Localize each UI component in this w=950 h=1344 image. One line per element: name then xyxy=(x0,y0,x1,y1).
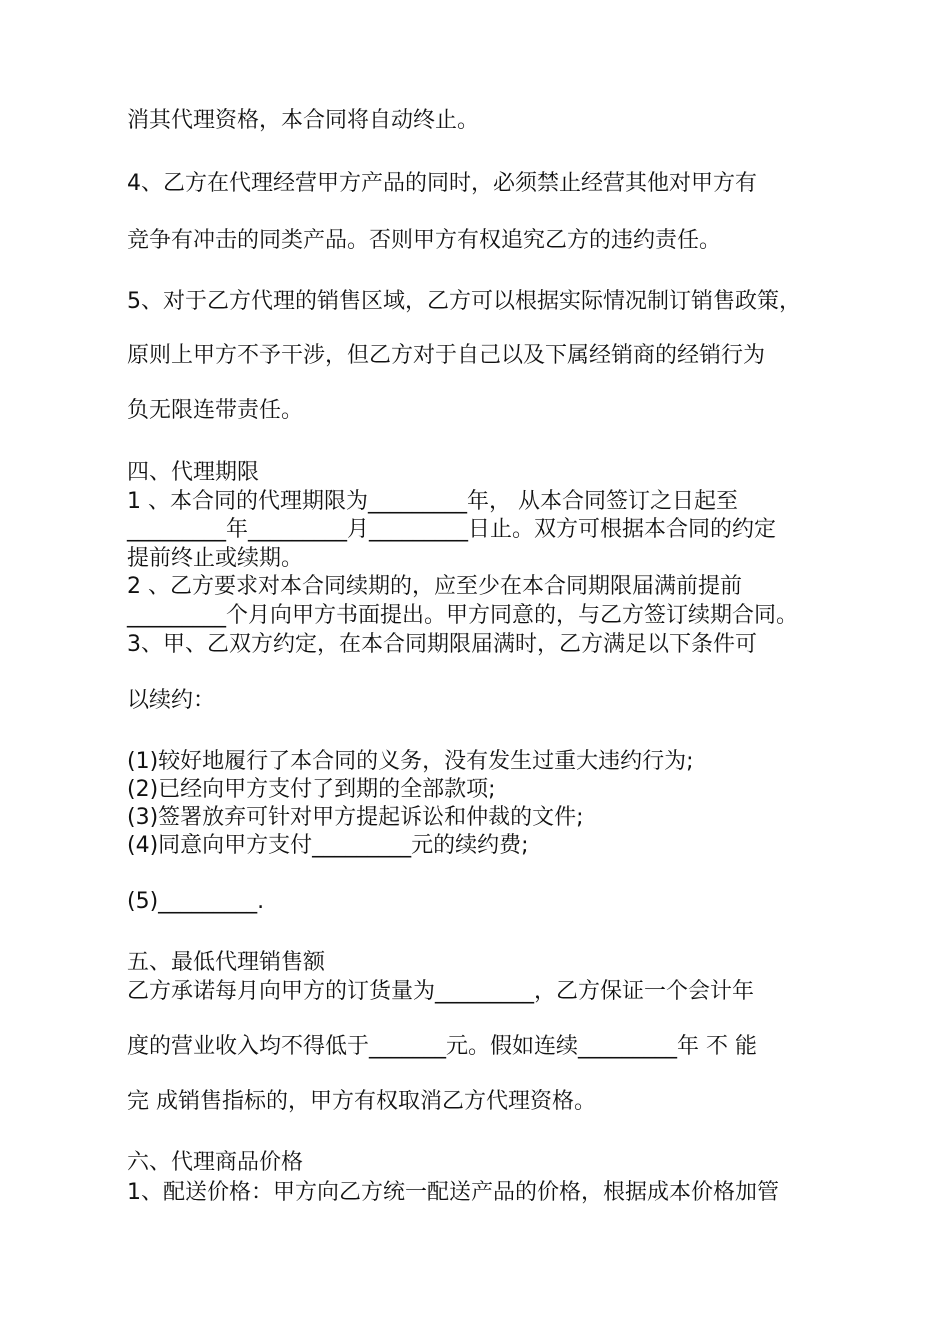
text-line: 竞争有冲击的同类产品。否则甲方有权追究乙方的违约责任。 xyxy=(127,228,722,253)
list-item: (2)已经向甲方支付了到期的全部款项; xyxy=(127,777,496,802)
text-line: 3、甲、乙双方约定，在本合同期限届满时，乙方满足以下条件可 xyxy=(127,632,757,657)
list-item: (3)签署放弃可针对甲方提起诉讼和仲裁的文件; xyxy=(127,805,584,830)
list-item: (4)同意向甲方支付_________元的续约费; xyxy=(127,833,529,858)
text-line: 以续约： xyxy=(127,688,216,713)
text-line: 负无限连带责任。 xyxy=(127,398,304,423)
text-line: 度的营业收入均不得低于_______元。假如连续_________年 不 能 xyxy=(127,1034,757,1059)
section-heading: 四、代理期限 xyxy=(127,460,260,485)
text-line: 原则上甲方不予干涉，但乙方对于自己以及下属经销商的经销行为 xyxy=(127,343,766,368)
text-line: 1、配送价格：甲方向乙方统一配送产品的价格，根据成本价格加管 xyxy=(127,1180,779,1205)
text-line: 1 、本合同的代理期限为_________年， 从本合同签订之日起至 xyxy=(127,489,738,514)
section-heading: 六、代理商品价格 xyxy=(127,1150,304,1175)
section-heading: 五、最低代理销售额 xyxy=(127,950,326,975)
list-item: (5)_________. xyxy=(127,889,265,914)
text-line: 消其代理资格，本合同将自动终止。 xyxy=(127,108,480,133)
text-line: _________个月向甲方书面提出。甲方同意的，与乙方签订续期合同。 xyxy=(127,603,799,628)
text-line: _________年_________月_________日止。双方可根据本合同的约定 xyxy=(127,517,777,542)
text-line: 提前终止或续期。 xyxy=(127,546,304,571)
text-line: 5、对于乙方代理的销售区域，乙方可以根据实际情况制订销售政策， xyxy=(127,289,801,314)
text-line: 2 、乙方要求对本合同续期的，应至少在本合同期限届满前提前 xyxy=(127,574,742,599)
list-item: (1)较好地履行了本合同的义务，没有发生过重大违约行为; xyxy=(127,749,694,774)
text-line: 4、乙方在代理经营甲方产品的同时，必须禁止经营其他对甲方有 xyxy=(127,171,757,196)
text-line: 乙方承诺每月向甲方的订货量为_________，乙方保证一个会计年 xyxy=(127,979,755,1004)
text-line: 完 成销售指标的，甲方有权取消乙方代理资格。 xyxy=(127,1089,596,1114)
